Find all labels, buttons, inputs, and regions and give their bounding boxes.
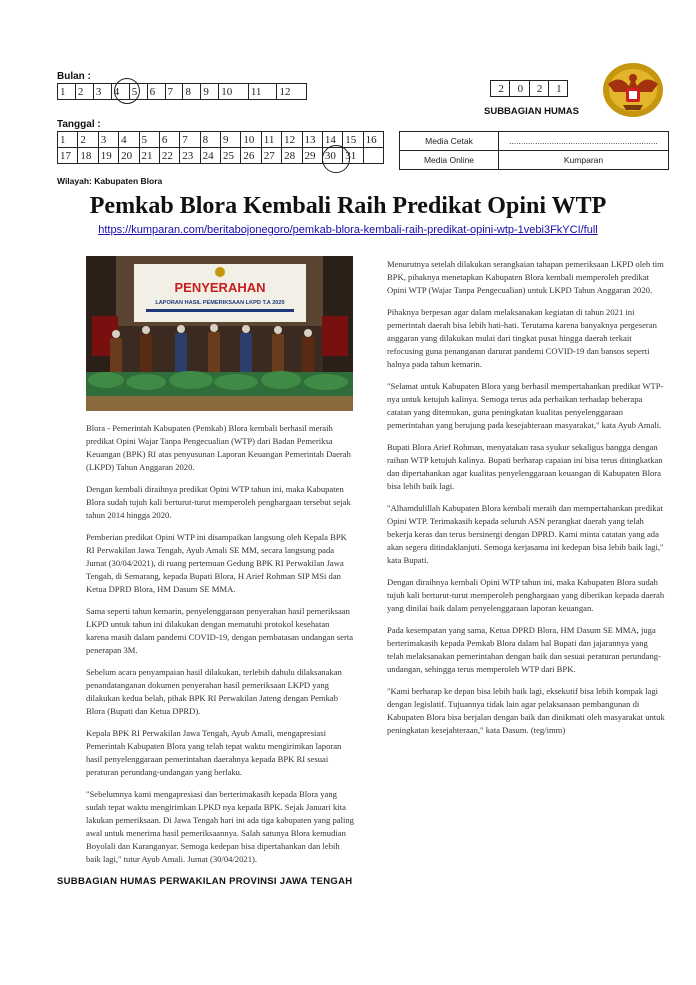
selected-month-circle bbox=[114, 78, 140, 104]
date-cell: 29 bbox=[302, 148, 322, 164]
year-digit: 2 bbox=[529, 81, 548, 97]
media-online-label: Media Online bbox=[400, 151, 499, 170]
date-cell bbox=[363, 148, 383, 164]
date-cell: 20 bbox=[119, 148, 139, 164]
article-url-link[interactable]: https://kumparan.com/beritabojonegoro/pemkab-blora-kembali-raih-predikat-opini-wtp-1vebi3FkYCI/full bbox=[98, 224, 598, 236]
year-grid bbox=[490, 80, 568, 97]
date-cell: 8 bbox=[200, 132, 220, 148]
month-grid bbox=[57, 83, 307, 100]
date-cell: 12 bbox=[282, 132, 302, 148]
paragraph: Sebelum acara penyampaian hasil dilakukan, terlebih dahulu dilaksanakan penandatanganan dokumen penyerahan hasil pemeriksaan LKPD yang dilakukan kedua belah, pihak BPK RI Perwakilan Jateng dengan Pemkab Blora (Bupati dan Ketua DPRD). bbox=[86, 667, 342, 716]
date-cell: 14 bbox=[322, 132, 342, 148]
month-cell: 10 bbox=[219, 84, 249, 100]
date-cell: 22 bbox=[159, 148, 179, 164]
date-cell: 9 bbox=[221, 132, 241, 148]
garuda-logo-icon bbox=[602, 62, 664, 118]
date-cell: 2 bbox=[78, 132, 98, 148]
right-column bbox=[387, 258, 665, 746]
footer-label: SUBBAGIAN HUMAS PERWAKILAN PROVINSI JAWA TENGAH bbox=[57, 876, 353, 887]
media-online-value: Kumparan bbox=[499, 151, 669, 170]
media-cetak-value: ............................................................... bbox=[499, 132, 669, 151]
date-cell: 15 bbox=[343, 132, 363, 148]
date-cell: 3 bbox=[98, 132, 118, 148]
tanggal-label: Tanggal : bbox=[57, 119, 101, 130]
paragraph: Menurutnya setelah dilakukan serangkaian tahapan pemeriksaan LKPD oleh tim BPK, pihaknya menetapkan Kabupaten Blora kembali memperoleh predikat Opini WTP (Wajar Tanpa Pengecualian) untuk LKPD Tahun Anggaran 2020. bbox=[387, 259, 664, 295]
date-cell: 21 bbox=[139, 148, 159, 164]
paragraph: Kepala BPK RI Perwakilan Jawa Tengah, Ayub Amali, mengapresiasi Pemerintah Kabupaten Blora yang telah tepat waktu mengirimkan laporan hasil penyelenggaraan pemerintahan daerahnya kepada BPK RI sesuai peraturan perundang-undangan yang berlaku. bbox=[86, 728, 342, 777]
paragraph: "Alhamdulillah Kabupaten Blora kembali meraih dan mempertahankan predikat Opini WTP. Terimakasih kepada seluruh ASN perangkat daerah yang telah bekerja keras dan terus bersinergi dengan DPRD. Kami minta catatan yang ada akan segera ditindaklanjuti. Semoga kerjasama ini kedepan bisa lebih baik lagi," kata Bupati. bbox=[387, 503, 664, 565]
date-cell: 7 bbox=[180, 132, 200, 148]
photo-banner-subtitle: LAPORAN HASIL PEMERIKSAAN LKPD T.A 2020 bbox=[155, 300, 285, 306]
date-cell: 5 bbox=[139, 132, 159, 148]
date-cell: 11 bbox=[261, 132, 281, 148]
media-cetak-label: Media Cetak bbox=[400, 132, 499, 151]
date-cell: 25 bbox=[221, 148, 241, 164]
paragraph: "Selamat untuk Kabupaten Blora yang berhasil mempertahankan predikat WTP-nya untuk ketujuh kalinya. Semoga terus ada perbaikan terhadap beberapa catatan yang ditemukan, guna peningkatan kualitas penyelenggaraan pemerintahan yang berujung pada kesejahteraan masyarakat," kata Ayub Amali. bbox=[387, 381, 664, 430]
paragraph: Pemberian predikat Opini WTP ini disampaikan langsung oleh Kepala BPK RI Perwakilan Jawa Tengah, Ayub Amali SE MM, secara langsung pada Jumat (30/04/2021), di ruang pertemuan Gedung BPK RI Perwakilan Jawa Tengah, di Semarang, kepada Bupati Blora, H Arief Rohman SIP MSi dan Ketua DPRD Blora, HM Dasum SE MMA. bbox=[86, 532, 347, 594]
left-column bbox=[86, 422, 354, 875]
month-cell: 8 bbox=[183, 84, 201, 100]
selected-date-circle bbox=[322, 145, 350, 173]
month-cell: 1 bbox=[58, 84, 76, 100]
paragraph: Bupati Blora Arief Rohman, menyatakan rasa syukur sekaligus bangga dengan raihan WTP ketujuh kalinya. Bupati berharap capaian ini bisa terus ditingkatkan dan dipertahankan agar kualitas penyelenggaraan keuangan di Kabupaten Blora bisa lebih baik lagi. bbox=[387, 442, 663, 491]
month-cell: 6 bbox=[147, 84, 165, 100]
bulan-label: Bulan : bbox=[57, 71, 91, 82]
month-cell: 11 bbox=[248, 84, 277, 100]
date-cell: 13 bbox=[302, 132, 322, 148]
date-cell: 24 bbox=[200, 148, 220, 164]
date-cell: 26 bbox=[241, 148, 261, 164]
org-label: SUBBAGIAN HUMAS bbox=[484, 106, 579, 117]
year-digit: 1 bbox=[548, 81, 567, 97]
event-photo bbox=[86, 256, 353, 411]
paragraph: Blora - Pemerintah Kabupaten (Pemkab) Blora kembali berhasil meraih predikat Opini Wajar Tanpa Pengecualian (WTP) dari Badan Pemeriksa Keuangan (BPK) RI atas penyusunan Laporan Keuangan Pemerintah Daerah (LKPD) Tahun Anggaran 2020. bbox=[86, 423, 351, 472]
date-cell: 17 bbox=[58, 148, 78, 164]
month-cell: 2 bbox=[75, 84, 93, 100]
paragraph: "Kami berharap ke depan bisa lebih baik lagi, eksekutif bisa lebih kompak lagi dengan legislatif. Tujuannya tidak lain agar pelaksanaan pembangunan di Kabupaten Blora bisa berjalan dengan baik dan dinikmati oleh masyarakat untuk peningkatan kesejahteraan," kata Dasum. (teg/imm) bbox=[387, 686, 665, 735]
wilayah-label: Wilayah: Kabupaten Blora bbox=[57, 176, 163, 186]
paragraph: Pihaknya berpesan agar dalam melaksanakan kegiatan di tahun 2021 ini pemerintah daerah bisa lebih hati-hati. Terutama karena banyaknya pergeseran anggaran yang dilakukan mulai dari tingkat pusat hingga daerah terkait refocusing guna penanganan darurat pandemi COVID-19 dan bansos seperti halnya pada tahun kemarin. bbox=[387, 307, 657, 369]
article-title: Pemkab Blora Kembali Raih Predikat Opini WTP bbox=[89, 193, 607, 219]
month-cell: 4 bbox=[111, 84, 129, 100]
paragraph: "Sebelumnya kami mengapresiasi dan berterimakasih kepada Blora yang sudah tepat waktu mengirimkan LPKD nya kepada BPK. Sejak Januari kita lakukan pemeriksaan. Di Jawa Tengah hari ini ada tiga kabupaten yang paling awal untuk menerima hasil pemeriksaannya. Salah satunya Blora kemudian Boyolali dan Karanganyar. Semoga kedepan bisa dipertahankan dan lebih baik lagi," tutur Ayub Amali. Jumat (30/04/2021). bbox=[86, 789, 354, 864]
date-cell: 30 bbox=[322, 148, 342, 164]
month-cell: 3 bbox=[93, 84, 111, 100]
photo-banner-title: PENYERAHAN bbox=[174, 280, 266, 295]
date-cell: 10 bbox=[241, 132, 261, 148]
date-cell: 1 bbox=[58, 132, 78, 148]
paragraph: Sama seperti tahun kemarin, penyelenggaraan penyerahan hasil pemeriksaan LKPD untuk tahun ini dilakukan dengan mematuhi protokol kesehatan karena masih dalam pandemi COVID-19, dengan pembatasan undangan serta penerapan 3M. bbox=[86, 606, 354, 655]
year-digit: 0 bbox=[510, 81, 529, 97]
month-cell: 7 bbox=[165, 84, 183, 100]
month-cell: 5 bbox=[129, 84, 147, 100]
paragraph: Dengan diraihnya kembali Opini WTP tahun ini, maka Kabupaten Blora sudah tujuh kali berturut-turut memperoleh penghargaan yang diberikan kepada daerah yang dinilai baik dalam penyelenggaraan laporan keuangan. bbox=[387, 577, 665, 613]
date-cell: 27 bbox=[261, 148, 281, 164]
date-cell: 18 bbox=[78, 148, 98, 164]
month-cell: 9 bbox=[201, 84, 219, 100]
paragraph: Dengan kembali diraihnya predikat Opini WTP tahun ini, maka Kabupaten Blora sudah tujuh kali berturut-turut memperoleh penghargaan tersebut sejak tahun 2014 hingga 2020. bbox=[86, 484, 351, 520]
paragraph: Pada kesempatan yang sama, Ketua DPRD Blora, HM Dasum SE MMA, juga berterimakasih kepada Pemkab Blora dalam hal Bupati dan jajarannya yang telah melaksanakan pemerintahan dengan baik dan sesuai peraturan perundang-undangan, sehingga terus memperoleh WTP dari BPK. bbox=[387, 625, 661, 674]
media-table bbox=[399, 131, 669, 170]
date-cell: 16 bbox=[363, 132, 383, 148]
month-cell: 12 bbox=[277, 84, 307, 100]
date-cell: 4 bbox=[119, 132, 139, 148]
date-cell: 31 bbox=[343, 148, 363, 164]
date-cell: 6 bbox=[159, 132, 179, 148]
year-digit: 2 bbox=[491, 81, 510, 97]
date-cell: 28 bbox=[282, 148, 302, 164]
date-cell: 19 bbox=[98, 148, 118, 164]
date-cell: 23 bbox=[180, 148, 200, 164]
